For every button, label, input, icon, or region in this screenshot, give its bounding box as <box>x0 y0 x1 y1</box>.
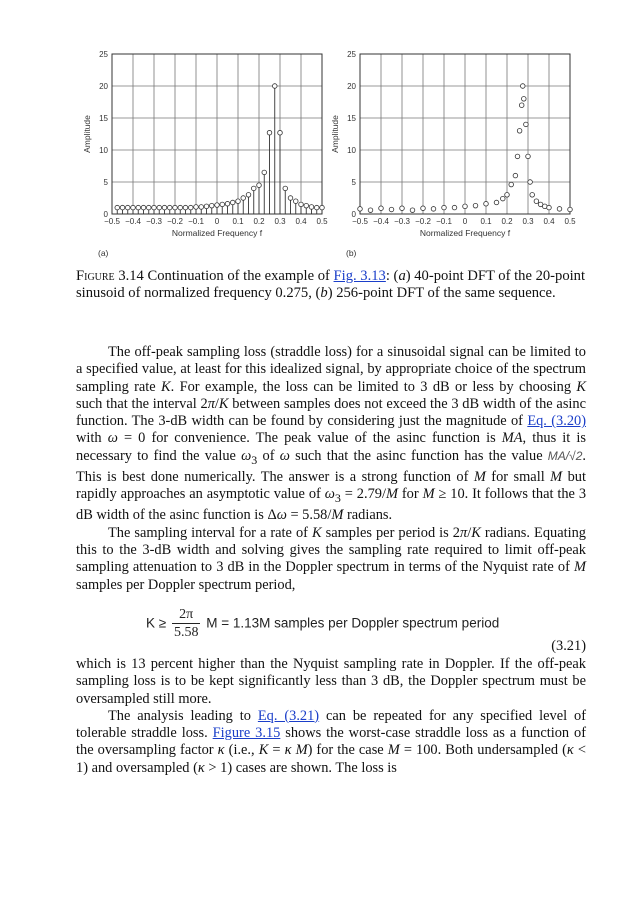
var: K <box>576 378 586 395</box>
var: M <box>331 507 344 524</box>
var: κ <box>217 742 225 759</box>
data-point <box>358 207 363 212</box>
eq-fraction <box>172 606 201 642</box>
data-point <box>167 205 172 210</box>
x-tick-label: 0.4 <box>295 217 307 226</box>
y-tick-label: 20 <box>99 82 108 91</box>
caption-label: Figure 3.14 <box>76 268 144 284</box>
paragraph-3: which is 13 percent higher than the Nyquist sampling rate in Doppler. If the off-peak sampling loss is to be kept significantly less than 3 dB, the Doppler spectrum must be oversampled still more. <box>76 655 586 707</box>
var: K <box>311 524 322 541</box>
data-point <box>320 205 325 210</box>
data-point <box>183 205 188 210</box>
var: M <box>385 486 398 503</box>
caption-text: ) 256-point DFT of the same sequence. <box>327 285 556 301</box>
data-point <box>146 205 151 210</box>
text: for <box>397 486 423 503</box>
var: MA <box>501 430 523 447</box>
text: such that the asinc function has the value <box>289 447 548 464</box>
data-point <box>215 203 220 208</box>
x-axis-label: Normalized Frequency f <box>171 228 263 238</box>
text: samples per period is 2 <box>321 524 460 541</box>
y-tick-label: 0 <box>103 210 108 219</box>
data-point <box>379 206 384 211</box>
data-point <box>194 205 199 210</box>
data-point <box>463 204 468 209</box>
x-tick-label: 0.3 <box>522 217 534 226</box>
data-point <box>141 205 146 210</box>
data-point <box>162 205 167 210</box>
data-point <box>534 199 539 204</box>
var: κ <box>566 742 574 759</box>
var: M <box>422 486 435 503</box>
var: ω <box>276 507 287 524</box>
var: M <box>550 468 563 485</box>
data-point <box>452 205 457 210</box>
var: K <box>161 378 171 395</box>
data-point <box>246 193 251 198</box>
text: < 1) and oversampled ( <box>76 742 586 776</box>
y-tick-label: 10 <box>347 146 356 155</box>
x-tick-label: 0.5 <box>316 217 328 226</box>
y-tick-label: 15 <box>347 114 356 123</box>
caption-a: a <box>398 268 406 284</box>
data-point <box>568 207 573 212</box>
data-point <box>519 103 524 108</box>
x-tick-label: −0.2 <box>167 217 183 226</box>
x-tick-label: −0.3 <box>394 217 410 226</box>
caption-fig-link[interactable]: Fig. 3.13 <box>333 268 386 284</box>
panel-label: (a) <box>98 248 109 258</box>
var: K <box>471 524 481 541</box>
data-point <box>431 207 436 212</box>
paragraph-2 <box>76 525 586 594</box>
data-point <box>152 205 157 210</box>
data-point <box>236 199 241 204</box>
data-point <box>389 207 394 212</box>
data-point <box>524 122 529 127</box>
text: can be repeated for any specified level of tolerable straddle loss. <box>76 707 586 742</box>
text: . For example, the loss can be limited to 3 dB or less by choosing <box>170 378 577 395</box>
data-point <box>115 205 120 210</box>
y-axis-label: Amplitude <box>330 115 340 153</box>
var: M <box>473 468 486 485</box>
text: / <box>467 524 472 541</box>
data-point <box>494 200 499 205</box>
text: with <box>76 430 108 447</box>
x-tick-label: −0.3 <box>146 217 162 226</box>
var: ω <box>241 447 252 464</box>
var: M <box>387 742 400 759</box>
data-point <box>513 173 518 178</box>
data-point <box>484 201 489 206</box>
text: of <box>257 447 280 464</box>
data-point <box>520 84 525 89</box>
var: ω <box>324 486 335 503</box>
data-point <box>125 205 130 210</box>
text: The analysis leading to <box>108 707 258 724</box>
data-point <box>288 196 293 201</box>
text: . This is best done numerically. The answer is a strong function of <box>76 447 586 485</box>
data-point <box>299 202 304 207</box>
equation-formula <box>146 606 499 642</box>
data-point <box>501 196 506 201</box>
text: between samples does not exceed the 3 dB width of the asinc function. The 3-dB width can be found by considering just the magnitude of <box>76 395 587 430</box>
equation-3-21 <box>76 598 586 656</box>
caption-text: ) 40-point DFT of the 20-point sinusoid of normalized frequency 0.275, ( <box>76 268 586 301</box>
data-point <box>410 208 415 213</box>
y-tick-label: 5 <box>351 178 356 187</box>
data-point <box>267 130 272 135</box>
var: M <box>574 559 586 576</box>
data-point <box>178 205 183 210</box>
text: , thus it is necessary to find the value <box>76 430 586 464</box>
x-axis-label: Normalized Frequency f <box>419 228 511 238</box>
caption-b: b <box>320 285 328 301</box>
data-point <box>309 205 314 210</box>
text: = 100. Both undersampled ( <box>399 742 567 759</box>
data-point <box>530 193 535 198</box>
data-point <box>314 205 319 210</box>
caption-text: Continuation of the example of <box>147 268 334 284</box>
data-point <box>131 205 136 210</box>
y-tick-label: 10 <box>99 146 108 155</box>
data-point <box>528 180 533 185</box>
data-point <box>526 154 531 159</box>
sub: 3 <box>251 452 258 467</box>
data-point <box>136 205 141 210</box>
data-point <box>421 206 426 211</box>
x-tick-label: −0.2 <box>415 217 431 226</box>
var: K <box>258 742 269 759</box>
data-point <box>547 205 552 210</box>
data-point <box>251 186 256 191</box>
y-tick-label: 25 <box>347 50 356 59</box>
eq-numerator: 2π <box>172 606 201 624</box>
eq-denominator: 5.58 <box>173 625 199 641</box>
text: (i.e., <box>224 742 259 759</box>
data-point <box>509 182 514 187</box>
data-point <box>293 199 298 204</box>
data-point <box>230 200 235 205</box>
eq-rhs: M = 1.13M samples per Doppler spectrum period <box>206 615 500 631</box>
text: > 1) cases are shown. The loss is <box>204 759 397 776</box>
y-axis-label: Amplitude <box>82 115 92 153</box>
data-point <box>199 205 204 210</box>
data-point <box>304 203 309 208</box>
var: ω <box>107 430 118 447</box>
x-tick-label: −0.5 <box>104 217 120 226</box>
data-point <box>225 201 230 206</box>
x-tick-label: −0.1 <box>436 217 452 226</box>
text: = 2.79/ <box>340 486 386 503</box>
text: The off-peak sampling loss (straddle loss) for a sinusoidal signal can be limited to a specified value, at least for this idealized signal, by appropriate choice of the spectrum sampling rate <box>76 344 586 395</box>
text: for small <box>485 468 551 485</box>
data-point <box>442 205 447 210</box>
data-point <box>283 186 288 191</box>
x-tick-label: 0.2 <box>253 217 265 226</box>
data-point <box>262 170 267 175</box>
inline-value: MA/√2 <box>547 448 583 463</box>
var: κ <box>284 742 292 759</box>
x-tick-label: 0.1 <box>232 217 244 226</box>
data-point <box>204 204 209 209</box>
caption-text: : ( <box>385 268 399 284</box>
data-point <box>557 207 562 212</box>
data-point <box>241 196 246 201</box>
var: π <box>207 395 215 412</box>
x-tick-label: −0.4 <box>125 217 141 226</box>
text: but rapidly approaches an asymptotic value of <box>76 468 586 503</box>
eq-3-20-link[interactable]: Eq. (3.20) <box>527 413 586 430</box>
text: = <box>268 742 285 759</box>
var: K <box>218 395 229 412</box>
text: The sampling interval for a rate of <box>108 524 312 541</box>
eq-3-21-link[interactable]: Eq. (3.21) <box>257 707 320 724</box>
x-tick-label: −0.1 <box>188 217 204 226</box>
var: ω <box>279 447 290 464</box>
text: ) for the case <box>307 742 388 759</box>
data-point <box>505 193 510 198</box>
sub: 3 <box>334 491 341 506</box>
figure-plots <box>60 38 600 266</box>
data-point <box>220 202 225 207</box>
text: shows the worst-case straddle loss as a function of the oversampling factor <box>76 725 586 759</box>
text: = 5.58/ <box>286 507 332 524</box>
data-point <box>257 183 262 188</box>
data-point <box>517 129 522 134</box>
x-tick-label: 0.2 <box>501 217 513 226</box>
data-point <box>278 130 283 135</box>
y-tick-label: 20 <box>347 82 356 91</box>
y-tick-label: 5 <box>103 178 108 187</box>
var: π <box>460 524 468 541</box>
x-tick-label: 0 <box>214 217 220 226</box>
y-tick-label: 25 <box>99 50 108 59</box>
data-point <box>209 203 214 208</box>
data-point <box>473 203 478 208</box>
data-point <box>188 205 193 210</box>
data-point <box>515 154 520 159</box>
data-point <box>400 206 405 211</box>
var: κ <box>197 759 205 776</box>
x-tick-label: −0.5 <box>352 217 368 226</box>
y-tick-label: 15 <box>99 114 108 123</box>
data-point <box>368 208 373 213</box>
data-point <box>272 84 277 89</box>
text: = 0 for convenience. The peak value of the asinc function is <box>117 430 502 447</box>
text: such that the interval 2 <box>76 395 208 412</box>
x-tick-label: 0 <box>462 217 468 226</box>
data-point <box>120 205 125 210</box>
text: radians. Equating this to the 3-dB width and solving gives the sampling rate required to limit off-peak sampling attenuation to 3 dB in the Doppler spectrum in terms of the Nyquist rate of <box>76 524 586 576</box>
data-point <box>157 205 162 210</box>
x-tick-label: 0.3 <box>274 217 286 226</box>
x-tick-label: −0.4 <box>373 217 389 226</box>
x-tick-label: 0.5 <box>564 217 576 226</box>
data-point <box>173 205 178 210</box>
equation-number: (3.21) <box>551 637 586 654</box>
figure-caption <box>76 268 586 302</box>
figure-3-14 <box>60 38 600 266</box>
x-tick-label: 0.1 <box>480 217 492 226</box>
figure-3-15-link[interactable]: Figure 3.15 <box>212 725 281 742</box>
text: / <box>214 395 219 412</box>
paragraph-1 <box>76 344 586 525</box>
data-point <box>522 97 527 102</box>
paragraph-4 <box>76 708 586 777</box>
text: ≥ 10. It follows that the 3 dB width of the asinc function is Δ <box>76 486 587 524</box>
text: radians. <box>343 507 393 524</box>
var: M <box>295 742 308 759</box>
x-tick-label: 0.4 <box>543 217 555 226</box>
eq-lhs: K ≥ <box>146 615 167 631</box>
y-tick-label: 0 <box>351 210 356 219</box>
body-text <box>76 344 586 777</box>
text: samples per Doppler spectrum period, <box>76 576 296 593</box>
panel-label: (b) <box>346 248 357 258</box>
